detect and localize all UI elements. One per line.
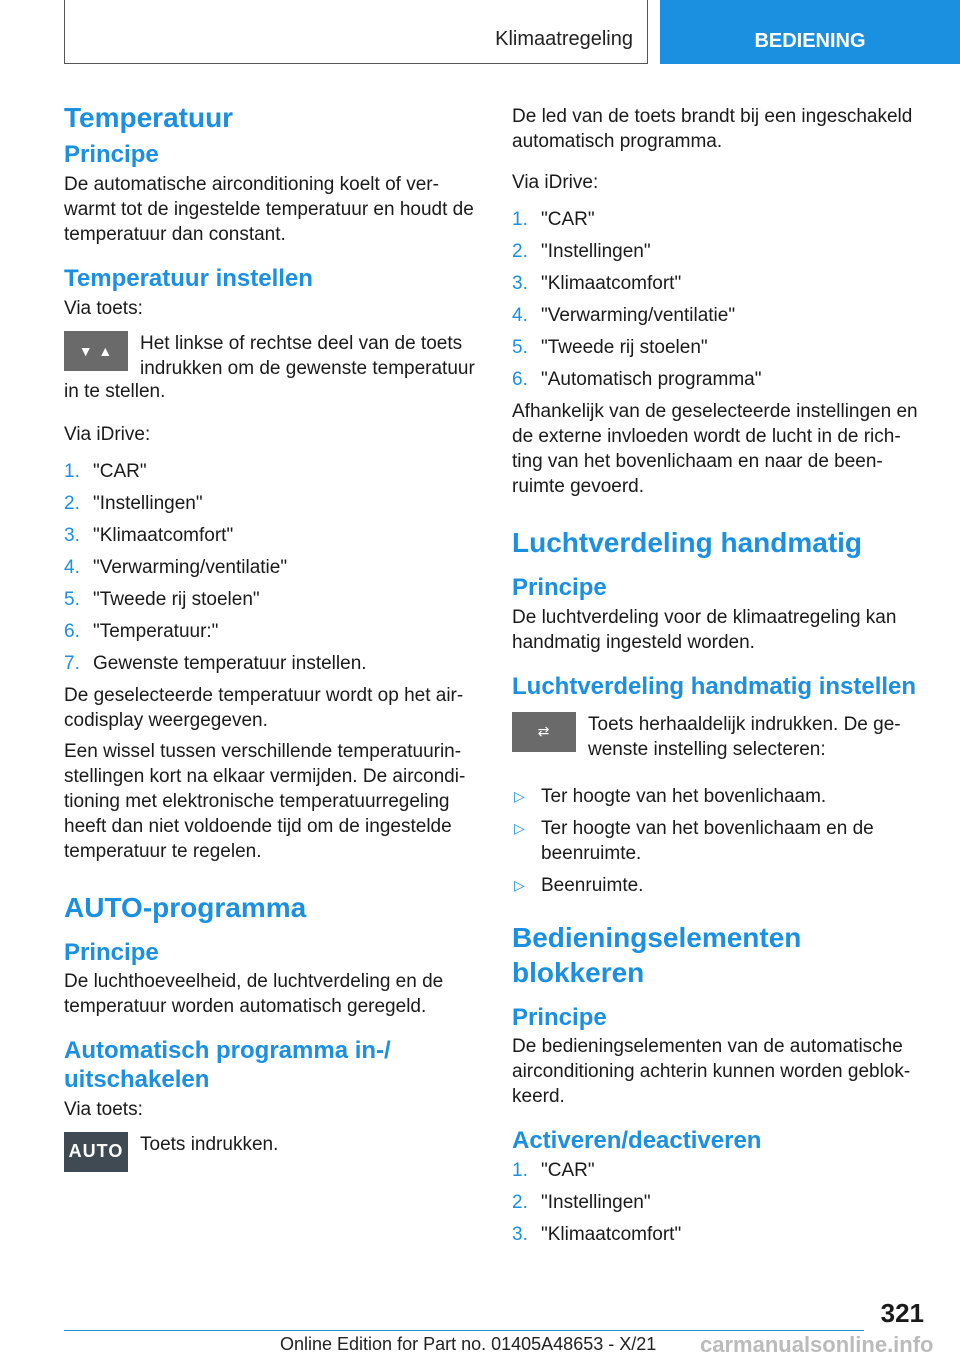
temp-principe-text: De automatische airconditioning koelt of ver-warmt tot de ingestelde temperatuur en houdt de temperatuur dan constant. (64, 173, 474, 245)
heading-auto-principe: Principe (64, 938, 159, 966)
triangle-bullet-icon: ▷ (514, 876, 525, 893)
header-section-title: Klimaatregeling (495, 28, 633, 50)
left-column (64, 100, 484, 1192)
footer-edition: Online Edition for Part no. 01405A48653 - X/21 (280, 1334, 657, 1354)
heading-temp-instellen: Temperatuur instellen (64, 264, 313, 292)
list-item: 7. Gewenste temperatuur instellen. (64, 652, 367, 674)
temperature-button-icon: ▼ ▲ (64, 331, 128, 371)
temp-display-text: De geselecteerde temperatuur wordt op het air-codisplay weergegeven. (64, 684, 464, 731)
via-toets-label-2: Via toets: (64, 1098, 143, 1120)
right-column (512, 104, 922, 1254)
via-toets-label: Via toets: (64, 297, 143, 319)
list-item: ▷ Ter hoogte van het bovenlichaam en de beenruimte. (514, 817, 874, 864)
list-item: 3. "Klimaatcomfort" (64, 524, 234, 546)
list-item: 2. "Instellingen" (512, 241, 651, 262)
via-idrive-label-right: Via iDrive: (512, 172, 599, 193)
header-section-box (64, 0, 648, 64)
list-item: 5. "Tweede rij stoelen" (512, 337, 708, 358)
air-distribution-text: Afhankelijk van de geselecteerde instellingen en de externe invloeden wordt de lucht in de rich-ting van het bovenlichaam en naar de been-ruimte gevoerd. (512, 401, 918, 497)
auto-steps-list (512, 207, 922, 392)
auto-button-text: Toets indrukken. (140, 1133, 279, 1155)
triangle-bullet-icon: ▷ (514, 819, 525, 836)
temp-button-text-cont: in te stellen. (64, 380, 166, 402)
temp-button-row (64, 331, 484, 381)
heading-temp-principe: Principe (64, 141, 159, 168)
heading-lv-instellen: Luchtverdeling handmatig instellen (512, 672, 917, 700)
list-item: 2. "Instellingen" (64, 492, 203, 514)
list-item: ▷ Beenruimte. (514, 874, 644, 896)
heading-luchtverdeling: Luchtverdeling handmatig (512, 527, 863, 558)
list-item: ▷ Ter hoogte van het bovenlichaam. (514, 785, 827, 807)
list-item: 3. "Klimaatcomfort" (512, 1224, 682, 1246)
heading-block-principe: Principe (512, 1003, 607, 1031)
via-idrive-label: Via iDrive: (64, 423, 151, 445)
list-item: 6. "Temperatuur:" (64, 620, 219, 642)
list-item: 1. "CAR" (512, 1160, 595, 1182)
temp-button-text: Het linkse of rechtse deel van de toets indrukken om de gewenste temperatuur (140, 332, 475, 379)
list-item: 1. "CAR" (64, 460, 147, 482)
list-item: 1. "CAR" (512, 209, 595, 230)
heading-temperatuur: Temperatuur (64, 102, 234, 133)
auto-principe-text: De luchthoeveelheid, de luchtverdeling en de temperatuur worden automatisch geregeld. (64, 971, 444, 1018)
page-number: 321 (880, 1298, 924, 1328)
list-item: 3. "Klimaatcomfort" (512, 273, 682, 294)
lv-button-row (512, 712, 922, 774)
watermark-logo: carmanualsonline.info (700, 1332, 934, 1357)
heading-lv-principe: Principe (512, 574, 607, 601)
temp-steps-list (64, 459, 484, 676)
heading-blokkeren: Bedieningselementen blokkeren (512, 921, 802, 988)
header-chapter-tab: BEDIENING (660, 0, 960, 64)
lv-button-text: Toets herhaaldelijk indrukken. De ge-wenste instelling selecteren: (588, 713, 901, 760)
lv-options-list (512, 784, 922, 898)
list-item: 5. "Tweede rij stoelen" (64, 588, 260, 610)
lv-principe-text: De luchtverdeling voor de klimaatregeling kan handmatig ingesteld worden. (512, 606, 897, 653)
list-item: 4. "Verwarming/ventilatie" (64, 556, 288, 578)
list-item: 4. "Verwarming/ventilatie" (512, 305, 736, 326)
triangle-bullet-icon: ▷ (514, 787, 525, 804)
list-item: 6. "Automatisch programma" (512, 369, 762, 390)
block-principe-text: De bedieningselementen van de automatische airconditioning achterin kunnen worden geblok-keerd. (512, 1036, 911, 1108)
led-text: De led van de toets brandt bij een ingeschakeld automatisch programma. (512, 106, 913, 152)
heading-activeren: Activeren/deactiveren (512, 1127, 762, 1155)
heading-auto-onoff: Automatisch programma in-/ uitschakelen (64, 1037, 391, 1094)
activate-steps-list (512, 1158, 922, 1247)
air-distribution-button-icon: ⇄ (512, 712, 576, 752)
list-item: 2. "Instellingen" (512, 1192, 651, 1214)
temp-switch-warning: Een wissel tussen verschillende temperatuurin-stellingen kort na elkaar vermijden. De aircondi-tioning met elektronische temperatuurregeling heeft dan niet voldoende tijd om de ingestelde temperatuur te regelen. (64, 740, 466, 862)
heading-auto-programma: AUTO-programma (64, 891, 307, 923)
auto-button-icon: AUTO (64, 1132, 128, 1172)
footer-divider (64, 1330, 864, 1331)
auto-button-row (64, 1132, 484, 1182)
